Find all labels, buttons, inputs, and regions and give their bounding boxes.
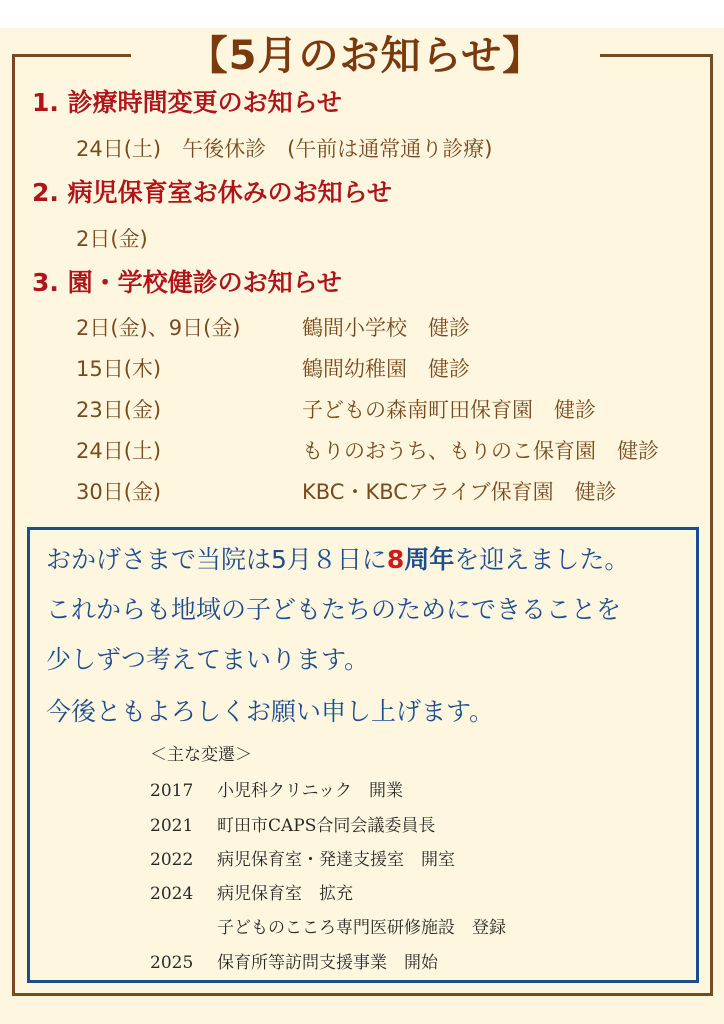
checkup-date: 15日(木) <box>76 357 162 381</box>
checkup-school: KBC・KBCアライブ保育園 健診 <box>302 480 617 504</box>
checkup-school: 鶴間幼稚園 健診 <box>302 357 470 381</box>
history-text: 保育所等訪問支援事業 開始 <box>217 953 438 973</box>
checkup-school: 子どもの森南町田保育園 健診 <box>302 398 596 422</box>
history-text: 小児科クリニック 開業 <box>217 781 403 801</box>
anniversary-line-2: これからも地域の子どもたちのためにできることを <box>46 595 622 624</box>
checkup-date: 24日(土) <box>76 439 162 463</box>
anniversary-number: 8 <box>386 545 405 574</box>
section-2-line: 2日(金) <box>76 227 148 251</box>
checkup-date: 30日(金) <box>76 480 162 504</box>
anniversary-text-end: を迎えました。 <box>454 545 630 574</box>
page-title: 【5月のお知らせ】 <box>187 33 544 79</box>
history-heading: ＜主な変遷＞ <box>150 745 252 765</box>
history-text: 町田市CAPS合同会議委員長 <box>217 816 436 836</box>
history-year: 2021 <box>150 816 194 836</box>
history-text: 病児保育室・発達支援室 開室 <box>217 850 455 870</box>
section-1-heading: 1. 診療時間変更のお知らせ <box>32 88 342 117</box>
history-text: 子どものこころ専門医研修施設 登録 <box>217 918 506 938</box>
anniversary-line-4: 今後ともよろしくお願い申し上げます。 <box>46 697 495 726</box>
history-year: 2025 <box>150 953 194 973</box>
frame-right-line <box>710 54 713 996</box>
frame-bottom-line <box>12 993 713 996</box>
anniversary-unit: 周年 <box>404 545 455 574</box>
anniversary-line-3: 少しずつ考えてまいります。 <box>46 645 370 674</box>
frame-left-line <box>12 54 15 996</box>
anniversary-text: おかげさまで当院は5月８日に <box>46 545 387 574</box>
history-year: 2022 <box>150 850 194 870</box>
section-3-heading: 3. 園・学校健診のお知らせ <box>32 268 342 297</box>
history-year: 2024 <box>150 884 194 904</box>
checkup-school: 鶴間小学校 健診 <box>302 316 470 340</box>
section-1-line: 24日(土) 午後休診 (午前は通常通り診療) <box>76 137 493 161</box>
history-text: 病児保育室 拡充 <box>217 884 353 904</box>
frame-top-right-line <box>600 54 711 57</box>
anniversary-line-1 <box>46 542 629 578</box>
checkup-date: 23日(金) <box>76 398 162 422</box>
checkup-date: 2日(金)、9日(金) <box>76 316 241 340</box>
history-year: 2017 <box>150 781 194 801</box>
checkup-school: もりのおうち、もりのこ保育園 健診 <box>302 439 659 463</box>
frame-top-left-line <box>14 54 131 57</box>
section-2-heading: 2. 病児保育室お休みのお知らせ <box>32 178 392 207</box>
